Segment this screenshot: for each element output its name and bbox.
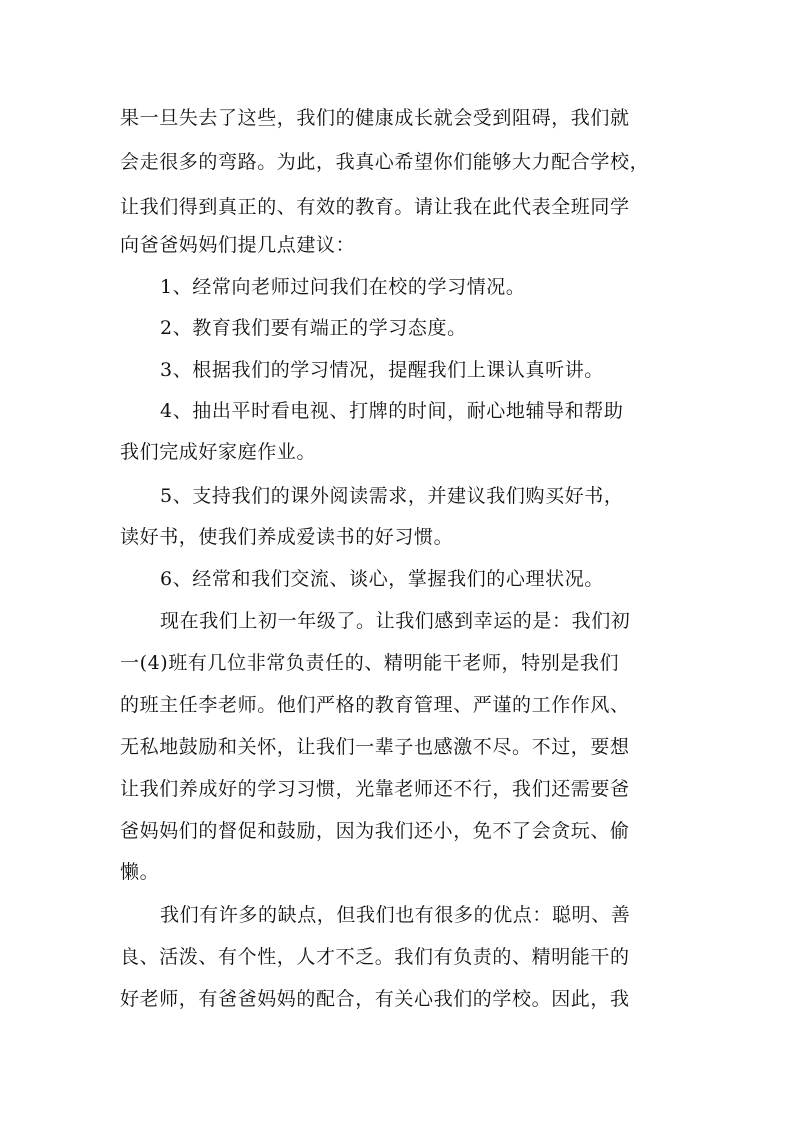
paragraph-start: 现在我们上初一年级了。让我们感到幸运的是：我们初 [160, 610, 631, 632]
list-item: 2、教育我们要有端正的学习态度。 [160, 317, 467, 339]
text-line: 会走很多的弯路。为此，我真心希望你们能够大力配合学校， [120, 151, 650, 173]
text-line: 读好书，使我们养成爱读书的好习惯。 [120, 526, 454, 548]
text-line: 让我们养成好的学习习惯，光靠老师还不行，我们还需要爸 [120, 778, 630, 800]
list-item: 1、经常向老师过问我们在校的学习情况。 [160, 276, 526, 298]
text-line: 无私地鼓励和关怀，让我们一辈子也感激不尽。不过，要想 [120, 736, 630, 758]
text-line: 一(4)班有几位非常负责任的、精明能干老师，特别是我们 [120, 652, 620, 674]
text-line: 果一旦失去了这些，我们的健康成长就会受到阻碍，我们就 [120, 107, 630, 129]
text-line: 懒。 [120, 861, 160, 883]
text-line: 向爸爸妈妈们提几点建议： [120, 234, 356, 256]
text-line: 我们完成好家庭作业。 [120, 441, 317, 463]
text-line: 良、活泼、有个性，人才不乏。我们有负责的、精明能干的 [120, 946, 630, 968]
text-line: 好老师，有爸爸妈妈的配合，有关心我们的学校。因此，我 [120, 988, 630, 1010]
paragraph-start: 我们有许多的缺点，但我们也有很多的优点：聪明、善 [160, 904, 631, 926]
list-item: 6、经常和我们交流、谈心，掌握我们的心理状况。 [160, 568, 604, 590]
text-line: 让我们得到真正的、有效的教育。请让我在此代表全班同学 [120, 196, 630, 218]
text-line: 的班主任李老师。他们严格的教育管理、严谨的工作作风、 [120, 694, 630, 716]
list-item: 4、抽出平时看电视、打牌的时间，耐心地辅导和帮助 [160, 400, 624, 422]
list-item: 3、根据我们的学习情况，提醒我们上课认真听讲。 [160, 359, 604, 381]
list-item: 5、支持我们的课外阅读需求，并建议我们购买好书， [160, 485, 624, 507]
text-line: 爸妈妈们的督促和鼓励，因为我们还小，免不了会贪玩、偷 [120, 820, 630, 842]
